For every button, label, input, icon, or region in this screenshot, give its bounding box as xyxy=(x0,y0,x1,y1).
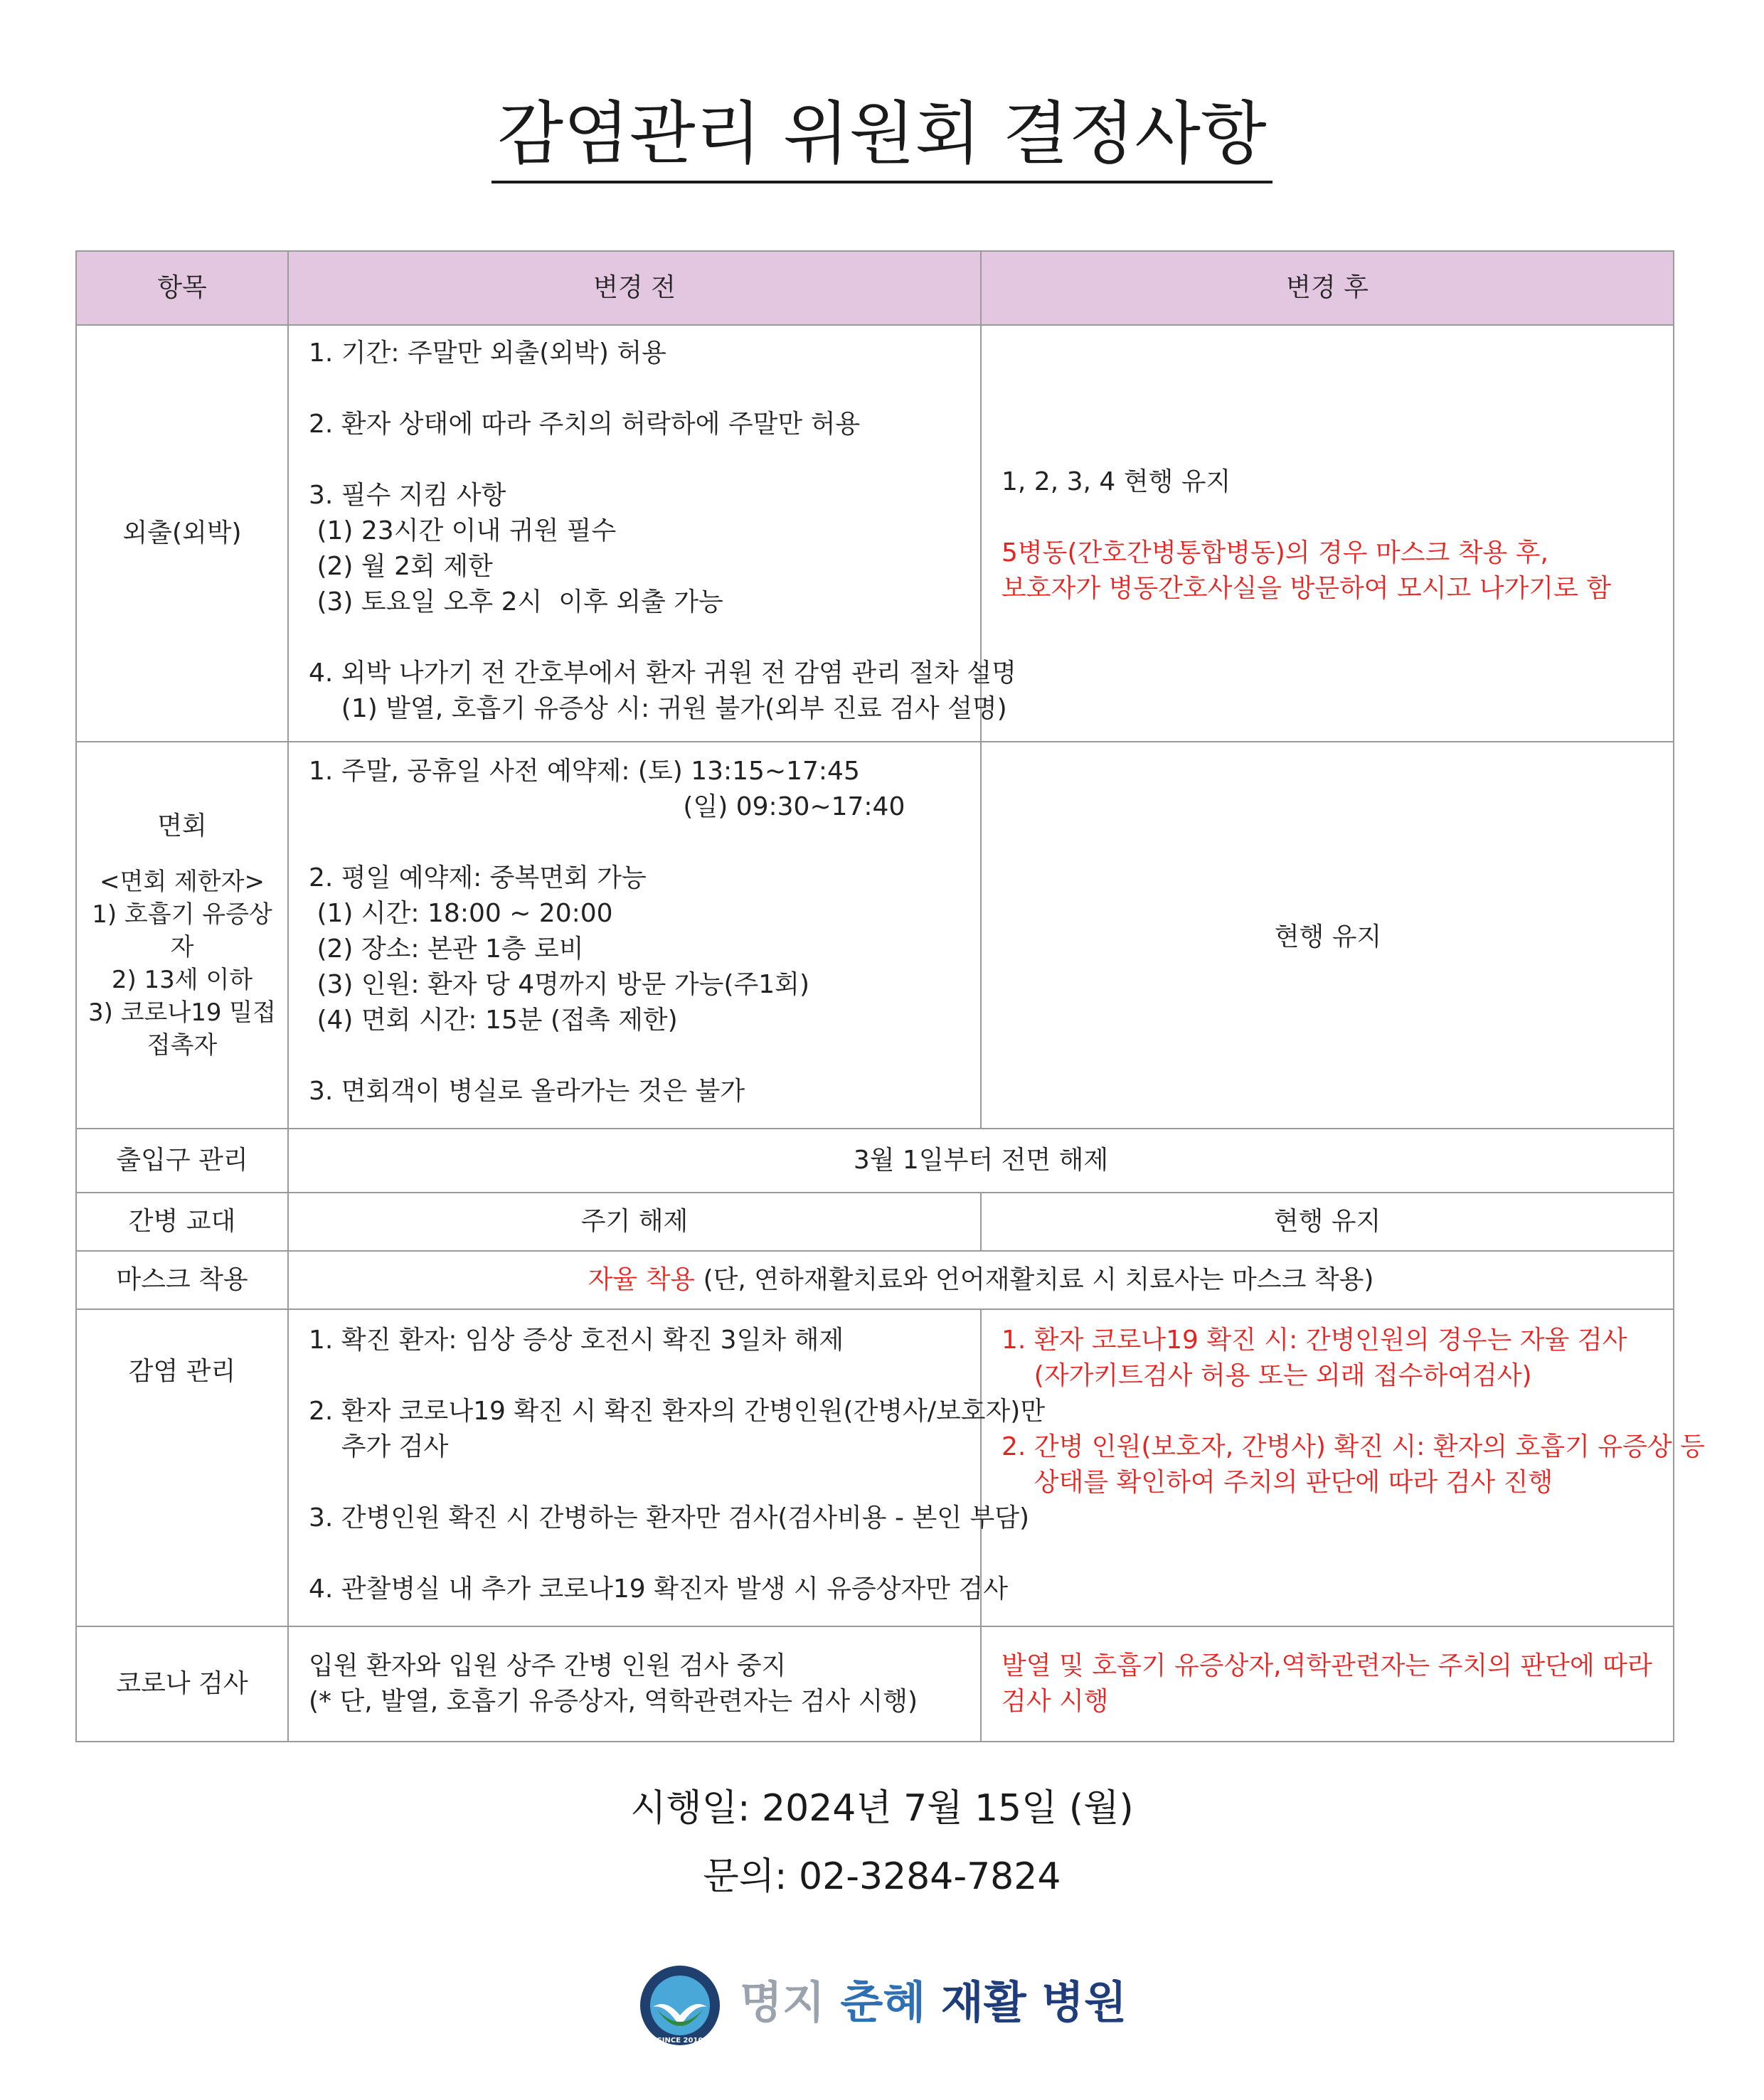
infection-before-line: 추가 검사 xyxy=(309,1432,449,1461)
covid-after-cell xyxy=(981,1626,1674,1742)
outing-after-red: 보호자가 병동간호사실을 방문하여 모시고 나가기로 함 xyxy=(1001,574,1612,603)
outing-after-black: 1, 2, 3, 4 현행 유지 xyxy=(1001,467,1231,496)
caregiver-before: 주기 해제 xyxy=(288,1193,981,1251)
visit-restrict-item: 2) 13세 이하 xyxy=(111,966,253,994)
hospital-emblem-icon xyxy=(637,1963,723,2048)
visit-before-line: (2) 장소: 본관 1층 로비 xyxy=(309,934,584,964)
visit-restrict-item: 접촉자 xyxy=(147,1031,218,1060)
visit-before-line: 3. 면회객이 병실로 올라가는 것은 불가 xyxy=(309,1077,745,1106)
decision-table xyxy=(75,250,1705,1742)
logo-word-myongji: 명지 xyxy=(740,1976,825,2029)
header-before: 변경 전 xyxy=(288,251,981,325)
entrance-value: 3월 1일부터 전면 해제 xyxy=(288,1129,1674,1193)
infection-before-line: 1. 확진 환자: 임상 증상 호전시 확진 3일차 해제 xyxy=(309,1326,844,1355)
row-mask xyxy=(76,1251,1674,1309)
infection-after-line: 2. 간병 인원(보호자, 간병사) 확진 시: 환자의 호흡기 유증상 등 xyxy=(1001,1432,1705,1461)
visit-restrict-item: <면회 제한자> xyxy=(99,868,265,896)
mask-rest-text: (단, 연하재활치료와 언어재활치료 시 치료사는 마스크 착용) xyxy=(695,1265,1374,1294)
visit-before-line: (4) 면회 시간: 15분 (접촉 제한) xyxy=(309,1006,678,1035)
covid-before-line: 입원 환자와 입원 상주 간병 인원 검사 중지 xyxy=(309,1651,787,1680)
row-outing xyxy=(76,325,1674,742)
visit-after-cell: 현행 유지 xyxy=(981,742,1674,1129)
visit-before-line: (1) 시간: 18:00 ~ 20:00 xyxy=(309,899,613,928)
outing-after-cell xyxy=(981,325,1674,742)
covid-before-line: (* 단, 발열, 호흡기 유증상자, 역학관련자는 검사 시행) xyxy=(309,1687,918,1716)
infection-after-line: (자가키트검사 허용 또는 외래 접수하여검사) xyxy=(1001,1361,1532,1390)
infection-before-cell xyxy=(288,1309,1046,1626)
outing-before-line: (3) 토요일 오후 2시 이후 외출 가능 xyxy=(309,587,723,617)
outing-before-line: (1) 발열, 호흡기 유증상 시: 귀원 불가(외부 진료 검사 설명) xyxy=(309,694,1007,723)
category-mask: 마스크 착용 xyxy=(76,1251,288,1309)
infection-after-cell xyxy=(981,1309,1705,1626)
header-after: 변경 후 xyxy=(981,251,1674,325)
logo-word-rehab-hospital: 재활 병원 xyxy=(940,1976,1127,2029)
mask-red-text: 자율 착용 xyxy=(588,1265,696,1294)
outing-before-line: 1. 기간: 주말만 외출(외박) 허용 xyxy=(309,339,666,368)
category-visit xyxy=(76,742,288,1129)
contact-info: 문의: 02-3284-7824 xyxy=(703,1855,1061,1898)
hospital-logo xyxy=(0,1963,1764,2048)
visit-category-label: 면회 xyxy=(157,811,207,841)
visit-restrict-item: 1) 호흡기 유증상자 xyxy=(92,900,272,961)
visit-before-cell xyxy=(288,742,981,1129)
infection-before-line: 4. 관찰병실 내 추가 코로나19 확진자 발생 시 유증상자만 검사 xyxy=(309,1574,1008,1604)
covid-after-line: 발열 및 호흡기 유증상자,역학관련자는 주치의 판단에 따라 xyxy=(1001,1651,1652,1680)
row-visit xyxy=(76,742,1674,1129)
caregiver-after: 현행 유지 xyxy=(981,1193,1674,1251)
mask-value xyxy=(288,1251,1674,1309)
infection-after-line: 1. 환자 코로나19 확진 시: 간병인원의 경우는 자율 검사 xyxy=(1001,1326,1627,1355)
visit-before-line: (일) 09:30~17:40 xyxy=(309,792,905,821)
header-item: 항목 xyxy=(76,251,288,325)
outing-before-line: (2) 월 2회 제한 xyxy=(309,552,493,581)
visit-before-line: 1. 주말, 공휴일 사전 예약제: (토) 13:15~17:45 xyxy=(309,757,860,786)
infection-after-line: 상태를 확인하여 주치의 판단에 따라 검사 진행 xyxy=(1001,1468,1553,1497)
visit-before-line: 2. 평일 예약제: 중복면회 가능 xyxy=(309,863,647,892)
outing-before-line: 2. 환자 상태에 따라 주치의 허락하에 주말만 허용 xyxy=(309,410,861,439)
category-entrance: 출입구 관리 xyxy=(76,1129,288,1193)
category-caregiver: 간병 교대 xyxy=(76,1193,288,1251)
emblem-since-text: SINCE 2010 xyxy=(657,2037,703,2045)
covid-after-line: 검사 시행 xyxy=(1001,1687,1109,1716)
header-row xyxy=(76,251,1674,325)
category-outing: 외출(외박) xyxy=(76,325,288,742)
outing-before-line: 4. 외박 나가기 전 간호부에서 환자 귀원 전 감염 관리 절차 설명 xyxy=(309,659,1016,688)
logo-word-chunhye: 춘혜 xyxy=(840,1976,926,2029)
visit-restrict-item: 3) 코로나19 밀접 xyxy=(88,998,276,1027)
infection-before-line: 3. 간병인원 확진 시 간병하는 환자만 검사(검사비용 - 본인 부담) xyxy=(309,1503,1030,1533)
outing-after-red: 5병동(간호간병통합병동)의 경우 마스크 착용 후, xyxy=(1001,538,1548,567)
row-infection xyxy=(76,1309,1674,1626)
outing-before-line: (1) 23시간 이내 귀원 필수 xyxy=(309,516,617,545)
visit-before-line: (3) 인원: 환자 당 4명까지 방문 가능(주1회) xyxy=(309,970,809,999)
category-infection: 감염 관리 xyxy=(76,1309,288,1626)
row-caregiver xyxy=(76,1193,1674,1251)
row-entrance xyxy=(76,1129,1674,1193)
page-title: 감염관리 위원회 결정사항 xyxy=(0,91,1764,183)
visit-restrict-list xyxy=(84,865,280,1062)
effective-date: 시행일: 2024년 7월 15일 (월) xyxy=(630,1787,1134,1830)
row-covid xyxy=(76,1626,1674,1742)
outing-before-cell xyxy=(288,325,1016,742)
infection-before-line: 2. 환자 코로나19 확진 시 확진 환자의 간병인원(간병사/보호자)만 xyxy=(309,1397,1046,1426)
category-covid: 코로나 검사 xyxy=(76,1626,288,1742)
outing-before-line: 3. 필수 지킴 사항 xyxy=(309,481,506,510)
covid-before-cell xyxy=(288,1626,981,1742)
